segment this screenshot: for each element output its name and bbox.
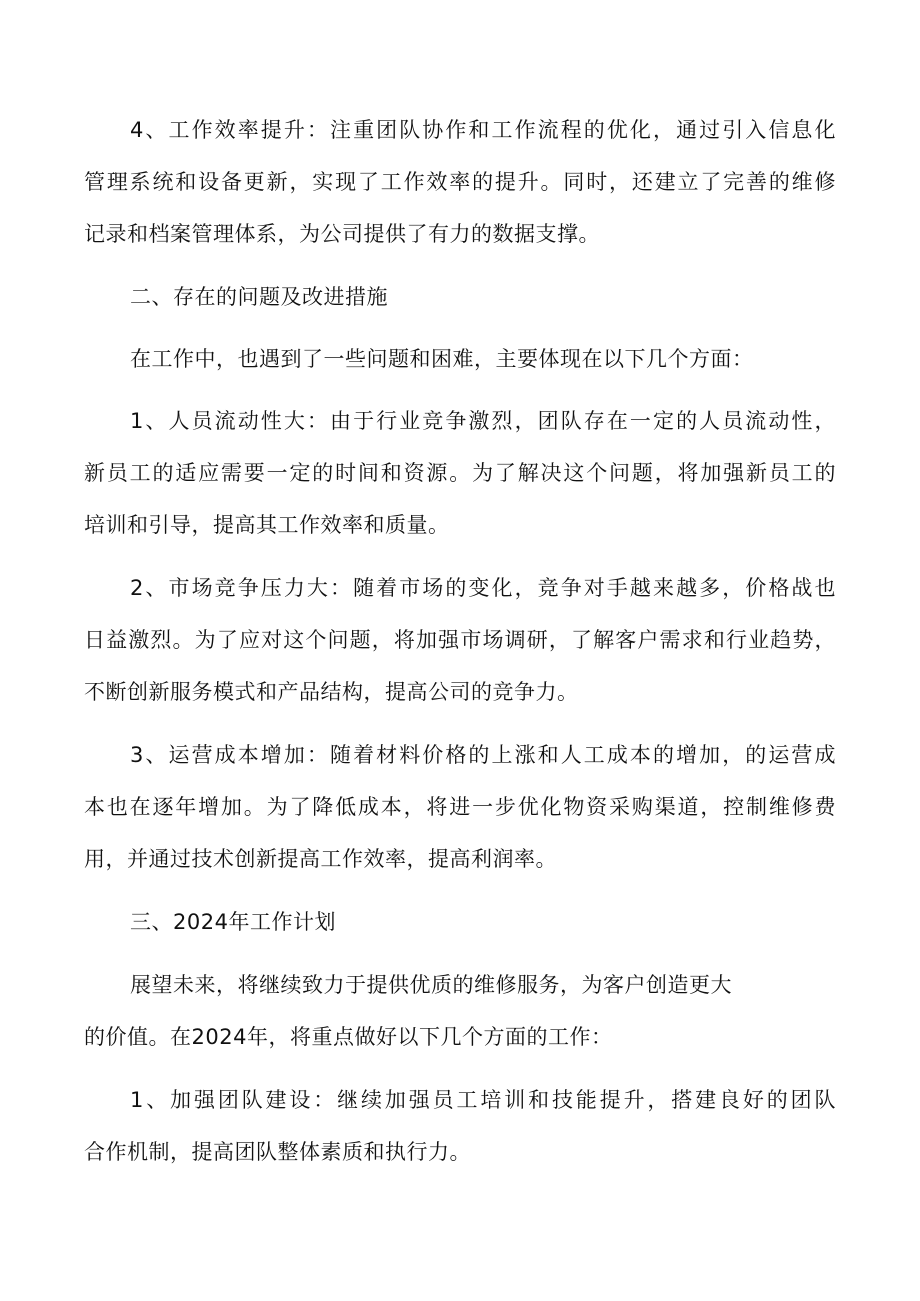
- paragraph-costs-line-1: 3、运营成本增加：随着材料价格的上涨和人工成本的增加，的运营成: [130, 743, 836, 767]
- paragraph-competition-line-2: 日益激烈。为了应对这个问题，将加强市场调研，了解客户需求和行业趋势，: [84, 628, 836, 652]
- section-heading-problems: 二、存在的问题及改进措施: [130, 285, 388, 309]
- paragraph-turnover-line-2: 新员工的适应需要一定的时间和资源。为了解决这个问题，将加强新员工的: [84, 461, 836, 485]
- paragraph-team-line-1: 1、加强团队建设：继续加强员工培训和技能提升，搭建良好的团队: [130, 1088, 836, 1112]
- paragraph-problems-intro: 在工作中，也遇到了一些问题和困难，主要体现在以下几个方面：: [130, 347, 754, 371]
- paragraph-team-line-2: 合作机制，提高团队整体素质和执行力。: [84, 1140, 471, 1164]
- paragraph-competition-line-3: 不断创新服务模式和产品结构，提高公司的竞争力。: [84, 680, 579, 704]
- paragraph-turnover-line-3: 培训和引导，提高其工作效率和质量。: [84, 513, 450, 537]
- paragraph-turnover-line-1: 1、人员流动性大：由于行业竞争激烈，团队存在一定的人员流动性，: [130, 409, 836, 433]
- paragraph-costs-line-2: 本也在逐年增加。为了降低成本，将进一步优化物资采购渠道，控制维修费: [84, 795, 836, 819]
- paragraph-outlook-line-2: 的价值。在2024年，将重点做好以下几个方面的工作：: [84, 1025, 613, 1049]
- paragraph-efficiency-line-1: 4、工作效率提升：注重团队协作和工作流程的优化，通过引入信息化: [130, 118, 836, 142]
- paragraph-competition-line-1: 2、市场竞争压力大：随着市场的变化，竞争对手越来越多，价格战也: [130, 576, 836, 600]
- paragraph-efficiency-line-3: 记录和档案管理体系，为公司提供了有力的数据支撑。: [84, 222, 600, 246]
- section-heading-plan: 三、2024年工作计划: [130, 910, 336, 934]
- paragraph-efficiency-line-2: 管理系统和设备更新，实现了工作效率的提升。同时，还建立了完善的维修: [84, 170, 836, 194]
- paragraph-costs-line-3: 用，并通过技术创新提高工作效率，提高利润率。: [84, 847, 557, 871]
- paragraph-outlook-line-1: 展望未来，将继续致力于提供优质的维修服务，为客户创造更大: [130, 973, 732, 997]
